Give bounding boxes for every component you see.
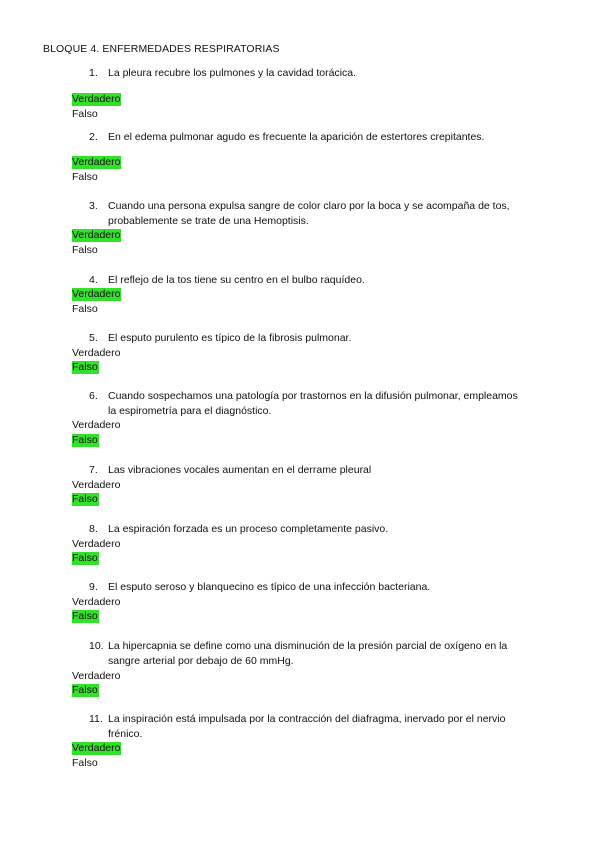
option-verdadero: Verdadero [72,742,121,754]
option-verdadero: Verdadero [72,93,121,105]
option-verdadero: Verdadero [72,596,121,608]
question-text: La hipercapnia se define como una disminución de la presión parcial de oxígeno en la sangre arterial por debajo de 60 mmHg. [108,640,508,667]
question-text: El reflejo de la tos tiene su centro en el bulbo raquídeo. [108,274,365,286]
option-verdadero: Verdadero [72,419,121,431]
question-number: 7. [89,464,98,476]
option-falso: Falso [72,303,98,315]
question-text: La inspiración está impulsada por la contracción del diafragma, inervado por el nervio frénico. [108,713,506,740]
question-text: El esputo seroso y blanquecino es típico de una infección bacteriana. [108,581,431,593]
option-verdadero: Verdadero [72,670,121,682]
option-falso: Falso [72,757,98,769]
question-text: Cuando una persona expulsa sangre de color claro por la boca y se acompaña de tos, probablemente se trate de una Hemoptisis. [108,200,510,227]
question-text: El esputo purulento es típico de la fibrosis pulmonar. [108,332,352,344]
option-verdadero: Verdadero [72,347,121,359]
question-text: En el edema pulmonar agudo es frecuente la aparición de estertores crepitantes. [108,131,485,143]
option-verdadero: Verdadero [72,288,121,300]
option-falso: Falso [72,434,98,446]
document-title: BLOQUE 4. ENFERMEDADES RESPIRATORIAS [43,43,280,55]
question-number: 11. [89,713,103,725]
option-falso: Falso [72,171,98,183]
question-number: 4. [89,274,98,286]
question-number: 3. [89,200,98,212]
question-number: 8. [89,523,98,535]
option-falso: Falso [72,610,98,622]
question-number: 5. [89,332,98,344]
question-text: Cuando sospechamos una patología por trastornos en la difusión pulmonar, empleamos la espirometría para el diagnóstico. [108,390,518,417]
option-falso: Falso [72,244,98,256]
option-verdadero: Verdadero [72,156,121,168]
question-number: 1. [89,67,98,79]
question-number: 9. [89,581,98,593]
option-falso: Falso [72,108,98,120]
option-falso: Falso [72,493,98,505]
option-verdadero: Verdadero [72,229,121,241]
question-number: 2. [89,131,98,143]
option-verdadero: Verdadero [72,538,121,550]
option-falso: Falso [72,552,98,564]
question-text: Las vibraciones vocales aumentan en el derrame pleural [108,464,372,476]
option-falso: Falso [72,361,98,373]
question-text: La espiración forzada es un proceso completamente pasivo. [108,523,389,535]
question-text: La pleura recubre los pulmones y la cavidad torácica. [108,67,357,79]
option-verdadero: Verdadero [72,479,121,491]
question-number: 10. [89,640,104,652]
option-falso: Falso [72,684,98,696]
question-number: 6. [89,390,98,402]
